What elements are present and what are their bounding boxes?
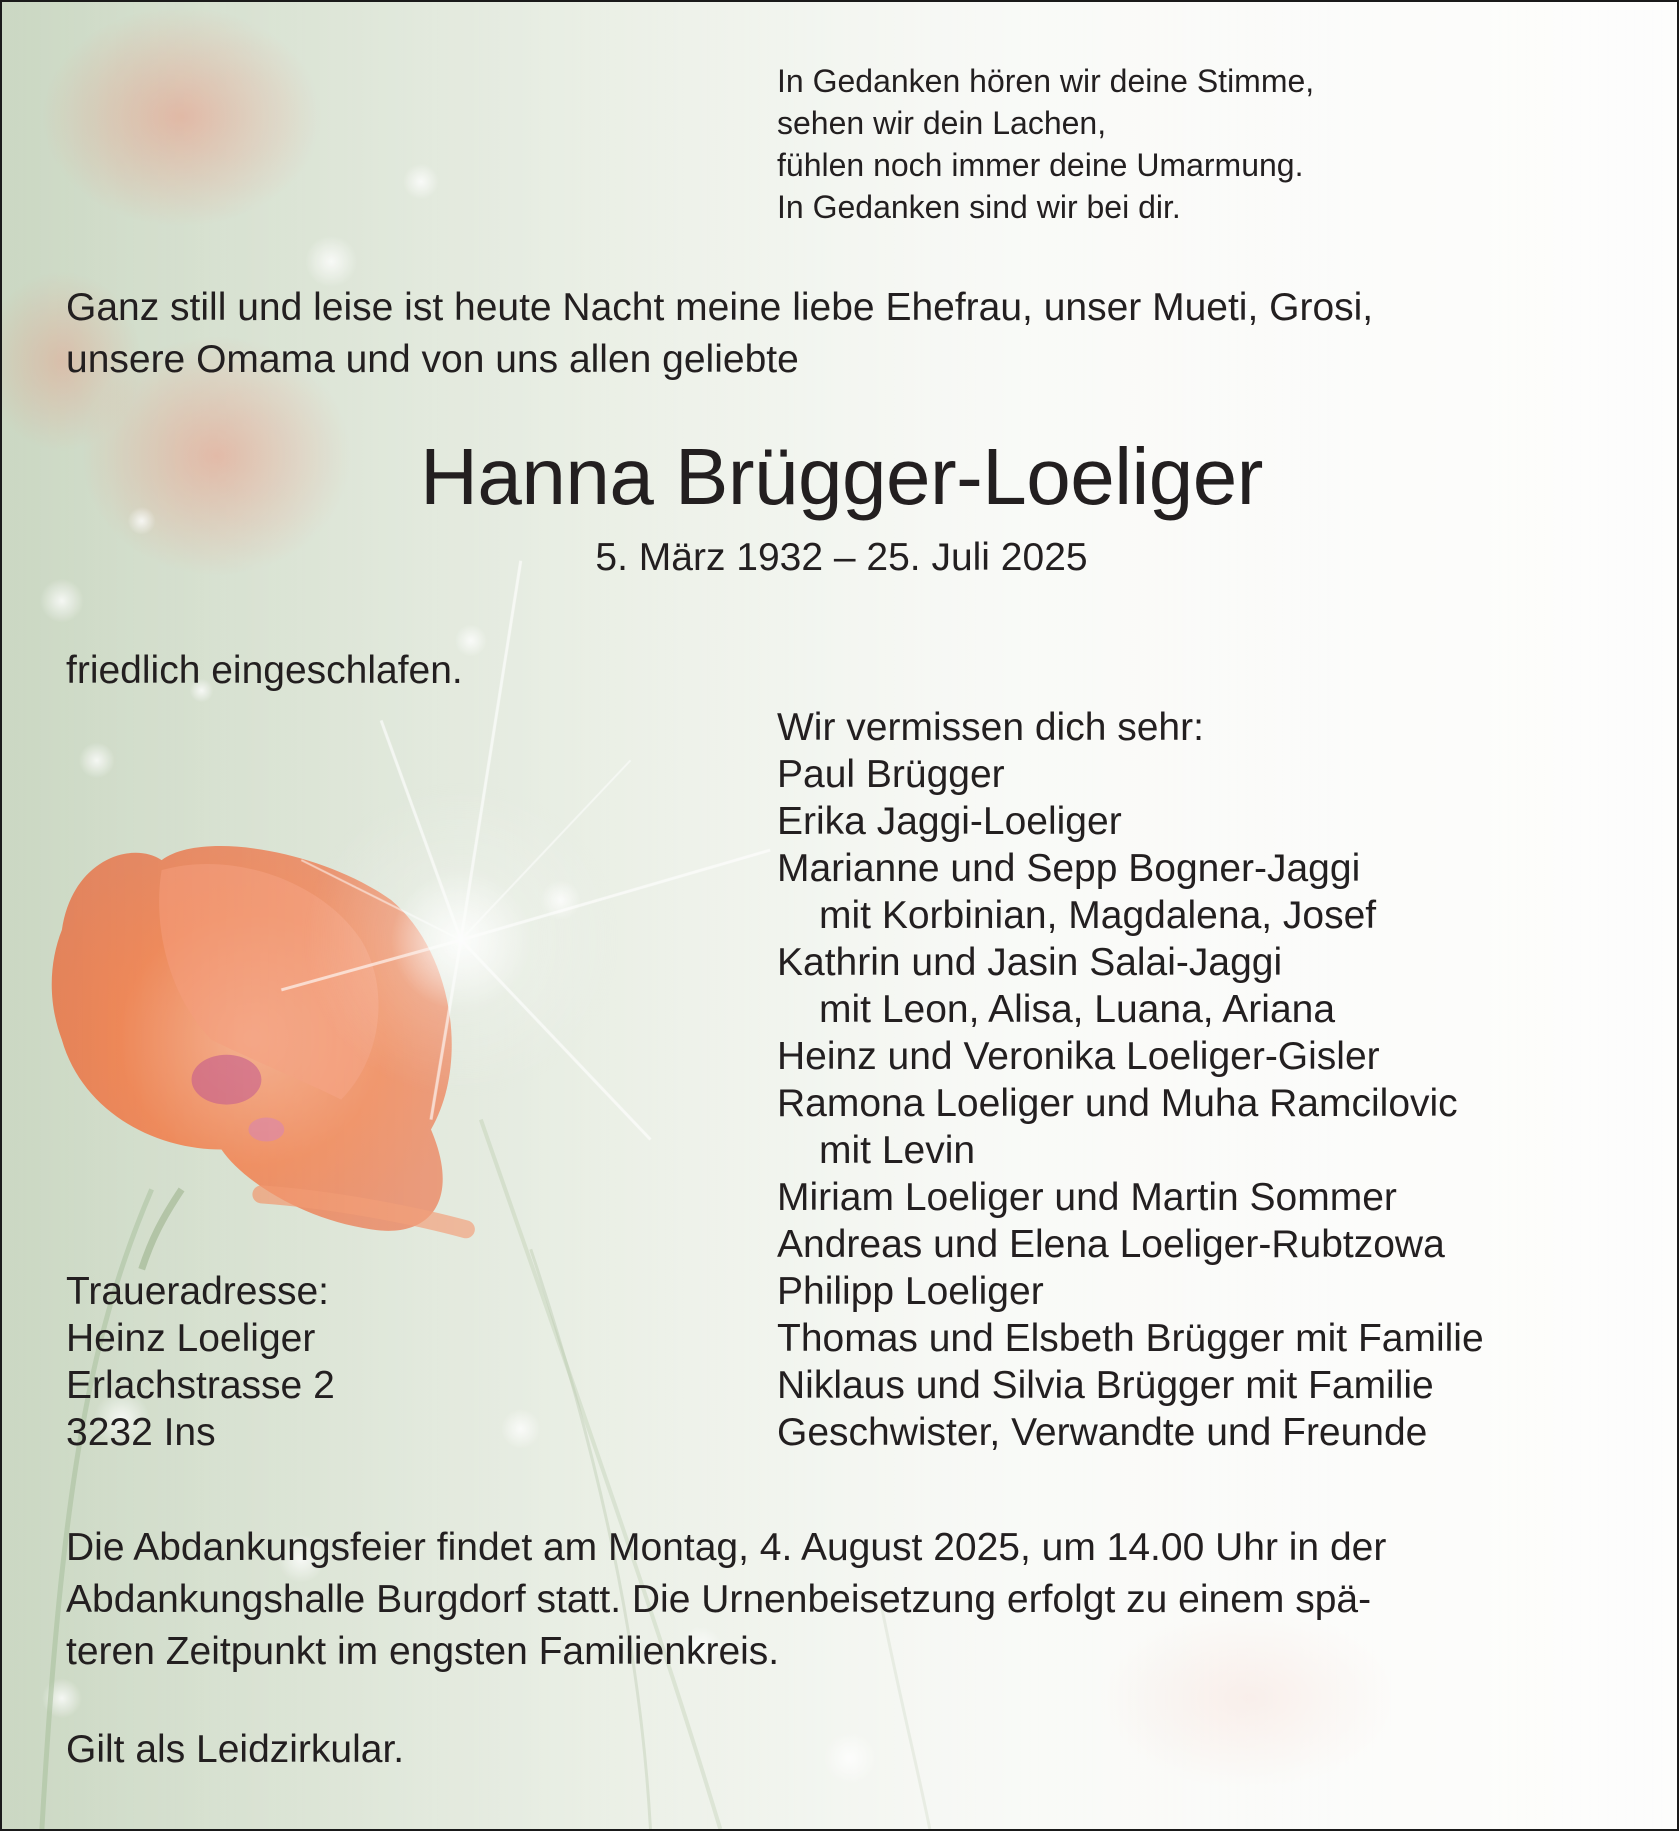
mourner-line: Erika Jaggi-Loeliger — [777, 800, 1122, 843]
service-line: Abdankungshalle Burgdorf statt. Die Urnenbeisetzung erfolgt zu einem spä- — [66, 1578, 1372, 1621]
intro-line: unsere Omama und von uns allen geliebte — [66, 338, 799, 381]
mourner-line: Heinz und Veronika Loeliger-Gisler — [777, 1035, 1380, 1078]
mourner-line: Ramona Loeliger und Muha Ramcilovic — [777, 1082, 1458, 1125]
service-details — [66, 1522, 1626, 1678]
mourner-line: Miriam Loeliger und Martin Sommer — [777, 1176, 1397, 1219]
mourner-children-line: mit Leon, Alisa, Luana, Ariana — [819, 988, 1336, 1031]
mourner-line: Marianne und Sepp Bogner-Jaggi — [777, 847, 1361, 890]
circular-note: Gilt als Leidzirkular. — [66, 1728, 405, 1771]
mourner-line: Niklaus und Silvia Brügger mit Familie — [777, 1364, 1434, 1407]
mourner-line: Thomas und Elsbeth Brügger mit Familie — [777, 1317, 1484, 1360]
mourner-line: Kathrin und Jasin Salai-Jaggi — [777, 941, 1283, 984]
poem-line: fühlen noch immer deine Umarmung. — [777, 147, 1304, 183]
poem-line: In Gedanken sind wir bei dir. — [777, 189, 1181, 225]
deceased-name: Hanna Brügger-Loeliger — [420, 432, 1263, 521]
mourner-line: Philipp Loeliger — [777, 1270, 1044, 1313]
mourner-line: Geschwister, Verwandte und Freunde — [777, 1411, 1428, 1454]
announcement-closing: friedlich eingeschlafen. — [66, 649, 463, 692]
mourners-heading: Wir vermissen dich sehr: — [777, 706, 1204, 749]
service-line: teren Zeitpunkt im engsten Familienkreis. — [66, 1630, 780, 1673]
intro-line: Ganz still und leise ist heute Nacht meine liebe Ehefrau, unser Mueti, Grosi, — [66, 286, 1374, 329]
mourning-address — [66, 1268, 335, 1456]
poem-line: sehen wir dein Lachen, — [777, 105, 1107, 141]
service-line: Die Abdankungsfeier findet am Montag, 4. August 2025, um 14.00 Uhr in der — [66, 1526, 1387, 1569]
poem-line: In Gedanken hören wir deine Stimme, — [777, 63, 1315, 99]
address-city: 3232 Ins — [66, 1411, 216, 1454]
life-dates: 5. März 1932 – 25. Juli 2025 — [595, 536, 1088, 579]
address-name: Heinz Loeliger — [66, 1317, 316, 1360]
address-label: Traueradresse: — [66, 1270, 330, 1313]
memorial-poem — [777, 60, 1314, 228]
announcement-intro — [66, 282, 1373, 386]
mourner-line: Andreas und Elena Loeliger-Rubtzowa — [777, 1223, 1445, 1266]
mourner-line: Paul Brügger — [777, 753, 1005, 796]
mourner-children-line: mit Levin — [819, 1129, 976, 1172]
mourners-list — [777, 704, 1484, 1456]
mourner-children-line: mit Korbinian, Magdalena, Josef — [819, 894, 1377, 937]
address-street: Erlachstrasse 2 — [66, 1364, 335, 1407]
